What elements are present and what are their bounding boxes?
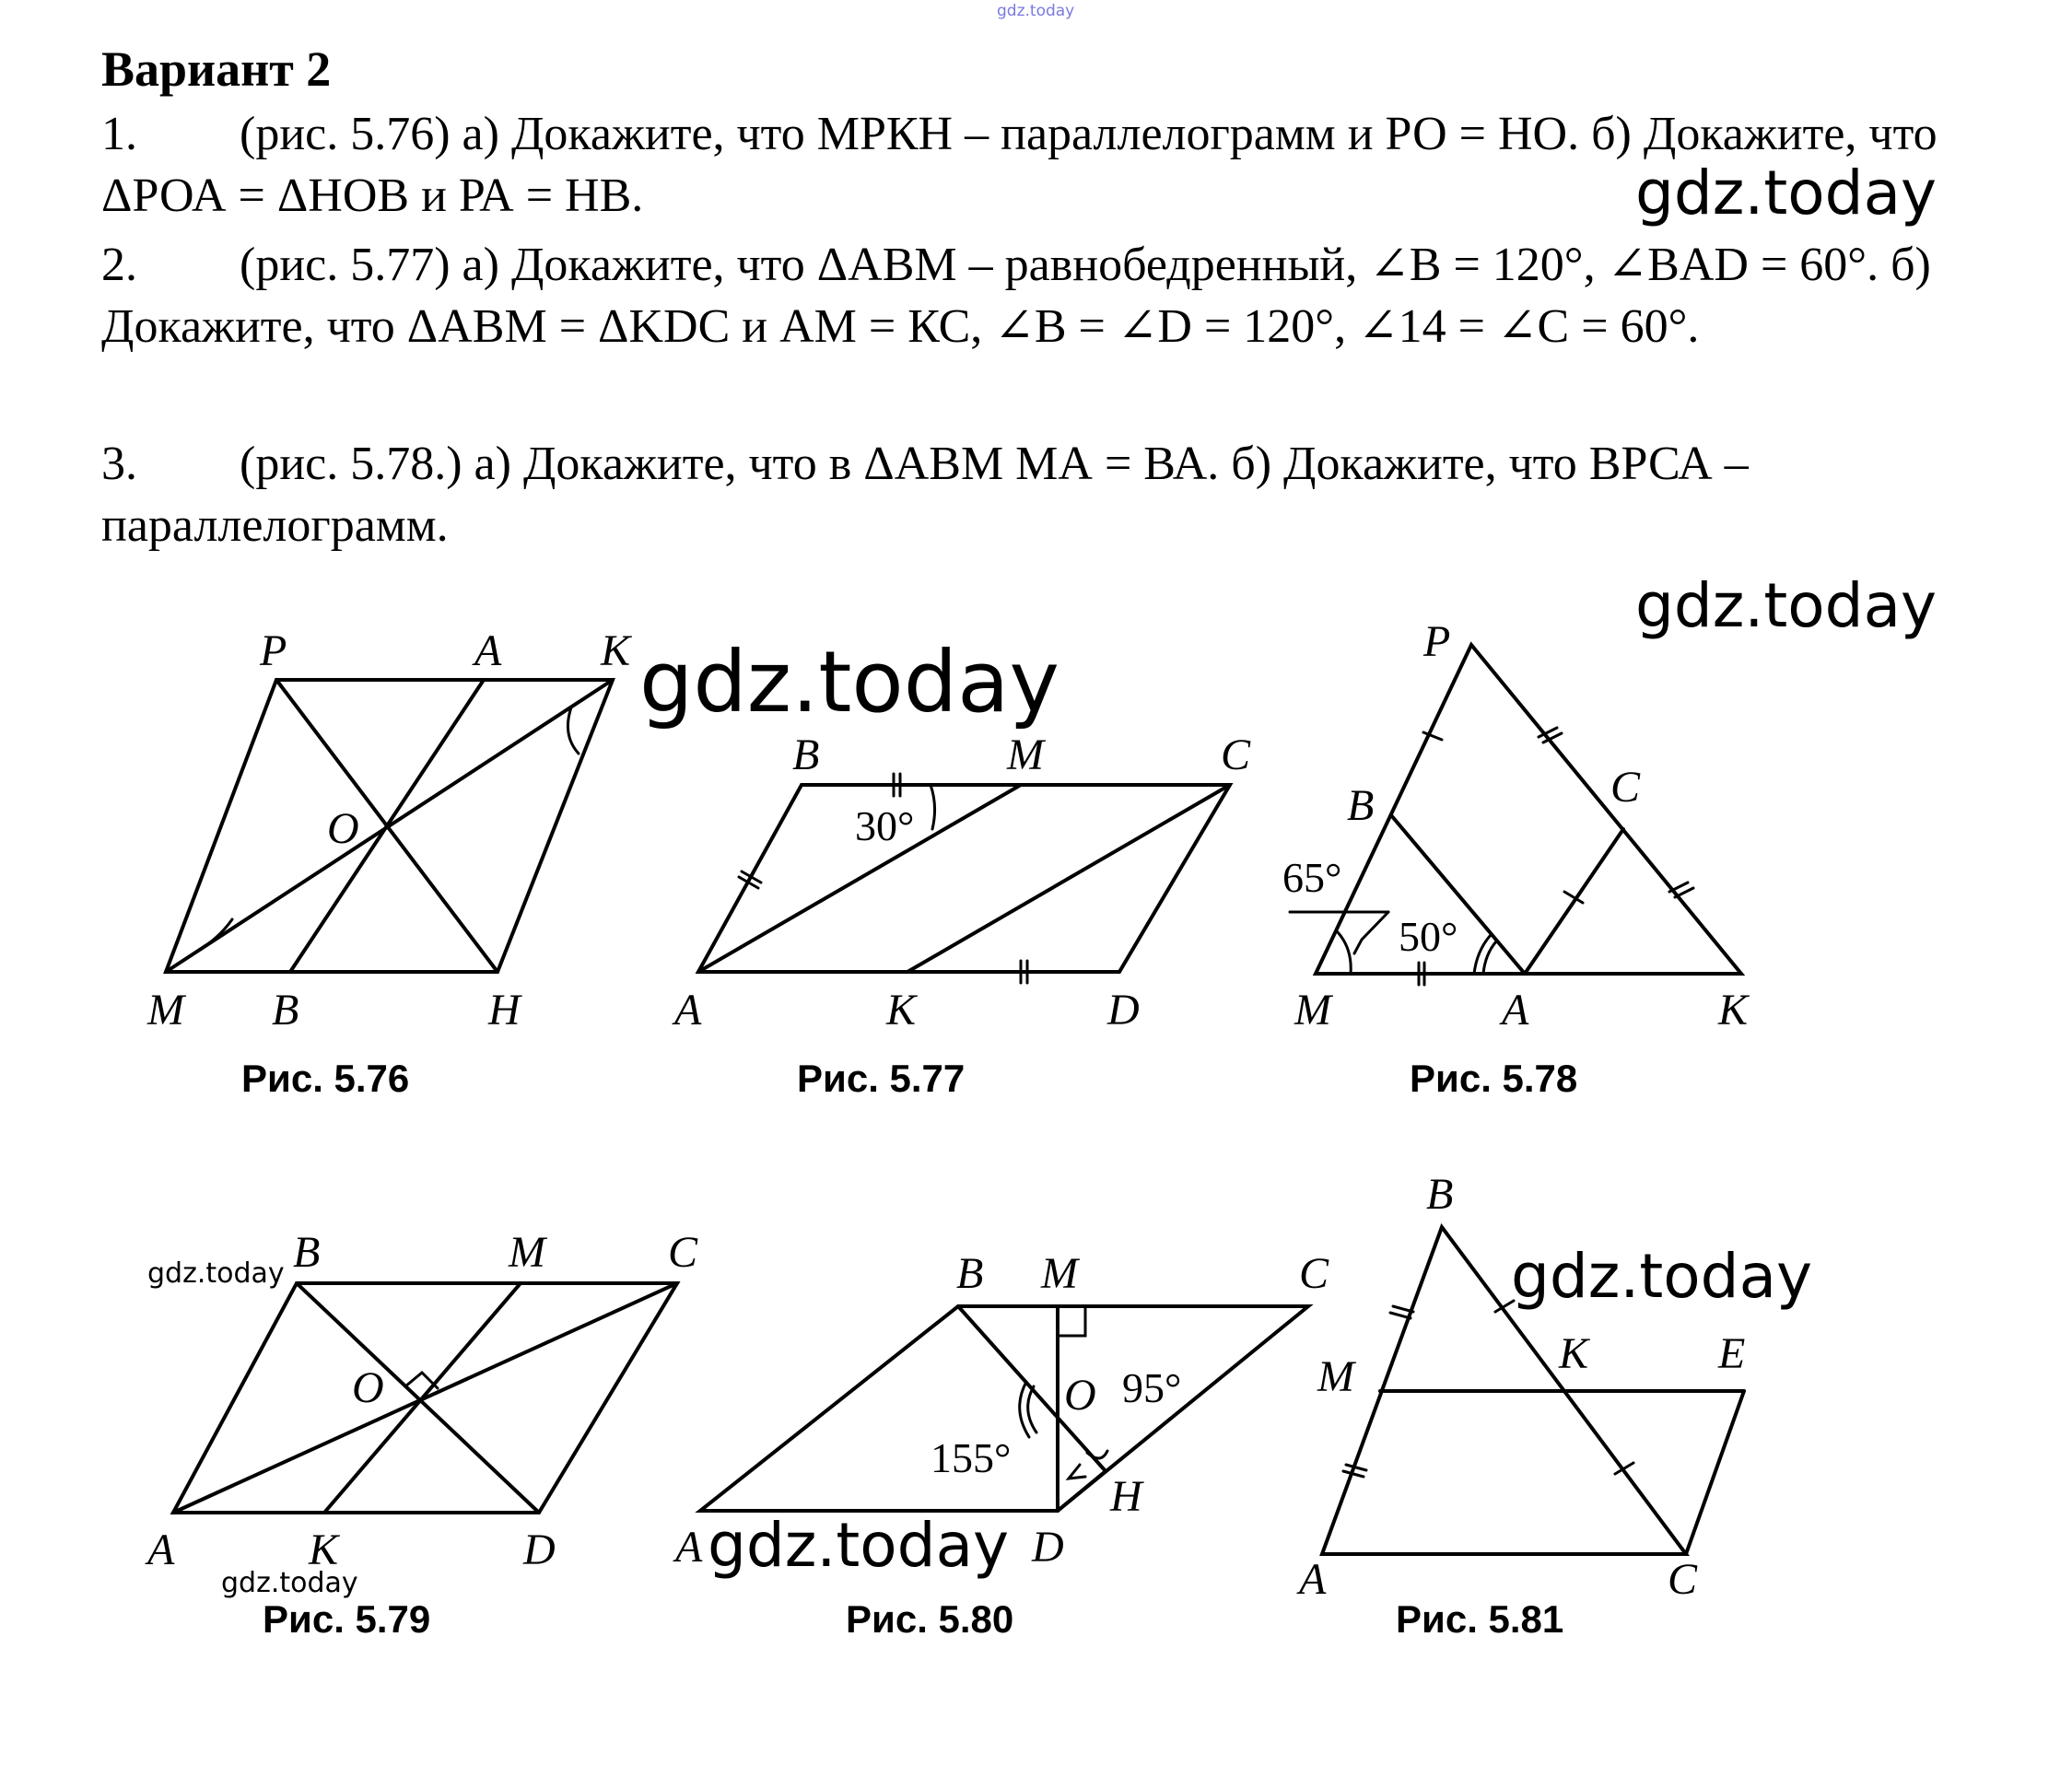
label-p: P — [260, 626, 287, 675]
angle-arc-a2 — [1483, 941, 1496, 974]
task-text: (рис. 5.78.) а) Докажите, что в ΔАВМ МА = ВА. б) Докажите, что ВРСА – параллелограмм. — [101, 438, 1749, 552]
label-c: C — [1668, 1555, 1698, 1604]
watermark: gdz.today — [221, 1567, 358, 1599]
label-c: C — [1221, 731, 1251, 779]
label-a: A — [474, 626, 502, 675]
task-text: (рис. 5.76) а) Докажите, что МРКН – параллелограмм и РО = НО. б) Докажите, что ΔРОА = ΔНОВ и РА = НВ. — [101, 108, 1937, 222]
label-d: D — [1107, 986, 1140, 1035]
top-watermark: gdz.today — [997, 2, 1075, 20]
caption-5-78: Рис. 5.78 — [1410, 1057, 1578, 1100]
task-text: (рис. 5.77) а) Докажите, что ΔАВМ – равнобедренный, ∠В = 120°, ∠BAD = 60°. б) Докажите, что ΔАВМ = ΔKDC и АМ = КС, ∠В = ∠D = 120°, ∠14 = ∠С = 60°. — [101, 239, 1931, 353]
watermark: gdz.today — [639, 633, 1059, 731]
angle-label-50: 50° — [1399, 913, 1458, 960]
label-m: M — [147, 986, 184, 1035]
label-m: M — [509, 1228, 545, 1277]
segment-ec — [1686, 1391, 1744, 1554]
diagonal-bd — [297, 1283, 539, 1513]
label-o: O — [1064, 1371, 1096, 1420]
label-b: B — [1426, 1170, 1454, 1219]
label-m: M — [1294, 986, 1331, 1035]
label-o: O — [327, 804, 359, 853]
label-m: M — [1041, 1249, 1078, 1298]
label-k: K — [601, 626, 631, 675]
angle-label-95: 95° — [1122, 1364, 1182, 1411]
label-c: C — [1610, 763, 1641, 812]
parallelogram-abcd — [698, 785, 1230, 972]
label-h: H — [488, 986, 521, 1035]
label-m: M — [1007, 731, 1044, 779]
page-title: Вариант 2 — [101, 41, 332, 97]
label-c: C — [1299, 1249, 1329, 1298]
caption-5-77: Рис. 5.77 — [797, 1057, 966, 1100]
task-number: 2. — [101, 239, 137, 291]
label-k: K — [1559, 1329, 1589, 1378]
label-k: K — [309, 1526, 339, 1574]
label-a: A — [1502, 986, 1529, 1035]
task-number: 3. — [101, 438, 137, 490]
label-a: A — [675, 1523, 703, 1572]
label-m: M — [1317, 1352, 1354, 1401]
diagonal-mk — [166, 680, 613, 972]
label-a: A — [1299, 1555, 1327, 1604]
pointer-arrow — [1069, 1465, 1085, 1479]
watermark: gdz.today — [1635, 570, 1937, 641]
label-c: C — [668, 1228, 698, 1277]
label-h: H — [1110, 1472, 1142, 1521]
angle-label-30: 30° — [855, 802, 915, 849]
label-o: O — [352, 1363, 384, 1412]
figure-5-79 — [173, 1283, 677, 1513]
angle-arc-30 — [931, 785, 935, 829]
tick-bm — [1390, 1313, 1411, 1318]
label-k: K — [1718, 986, 1749, 1035]
caption-5-79: Рис. 5.79 — [263, 1597, 431, 1641]
segment-ab — [290, 680, 484, 972]
task-number: 1. — [101, 108, 137, 160]
angle-label-155: 155° — [931, 1434, 1012, 1481]
label-b: B — [956, 1249, 984, 1298]
watermark: gdz.today — [147, 1257, 285, 1290]
angle-arc-m — [1338, 932, 1351, 974]
label-b: B — [792, 731, 820, 779]
angle-label-65: 65° — [1282, 854, 1342, 901]
label-d: D — [1032, 1523, 1064, 1572]
label-b: B — [293, 1228, 321, 1277]
caption-5-81: Рис. 5.81 — [1396, 1597, 1564, 1641]
diagonal-ac — [173, 1283, 677, 1513]
right-angle-mark — [1058, 1306, 1085, 1336]
angle-arc-m — [198, 919, 232, 951]
watermark: gdz.today — [1635, 158, 1937, 228]
triangle-pmk — [1316, 645, 1741, 974]
figure-5-76 — [166, 680, 613, 972]
watermark: gdz.today — [708, 1510, 1010, 1581]
caption-5-76: Рис. 5.76 — [241, 1057, 410, 1100]
segment-kc — [907, 785, 1230, 972]
caption-5-80: Рис. 5.80 — [846, 1597, 1014, 1641]
figure-5-77 — [698, 774, 1230, 983]
label-a: A — [674, 986, 702, 1035]
label-p: P — [1423, 617, 1451, 666]
label-a: A — [147, 1526, 175, 1574]
label-b: B — [272, 986, 299, 1035]
label-b: B — [1347, 781, 1375, 830]
label-e: E — [1718, 1329, 1746, 1378]
tick-ck — [1675, 888, 1693, 897]
angle-arc-k — [568, 707, 579, 754]
label-k: K — [886, 986, 917, 1035]
segment-ac — [1525, 829, 1623, 974]
pointer-arrow — [1354, 912, 1388, 953]
label-d: D — [523, 1526, 556, 1574]
watermark: gdz.today — [1511, 1241, 1813, 1312]
